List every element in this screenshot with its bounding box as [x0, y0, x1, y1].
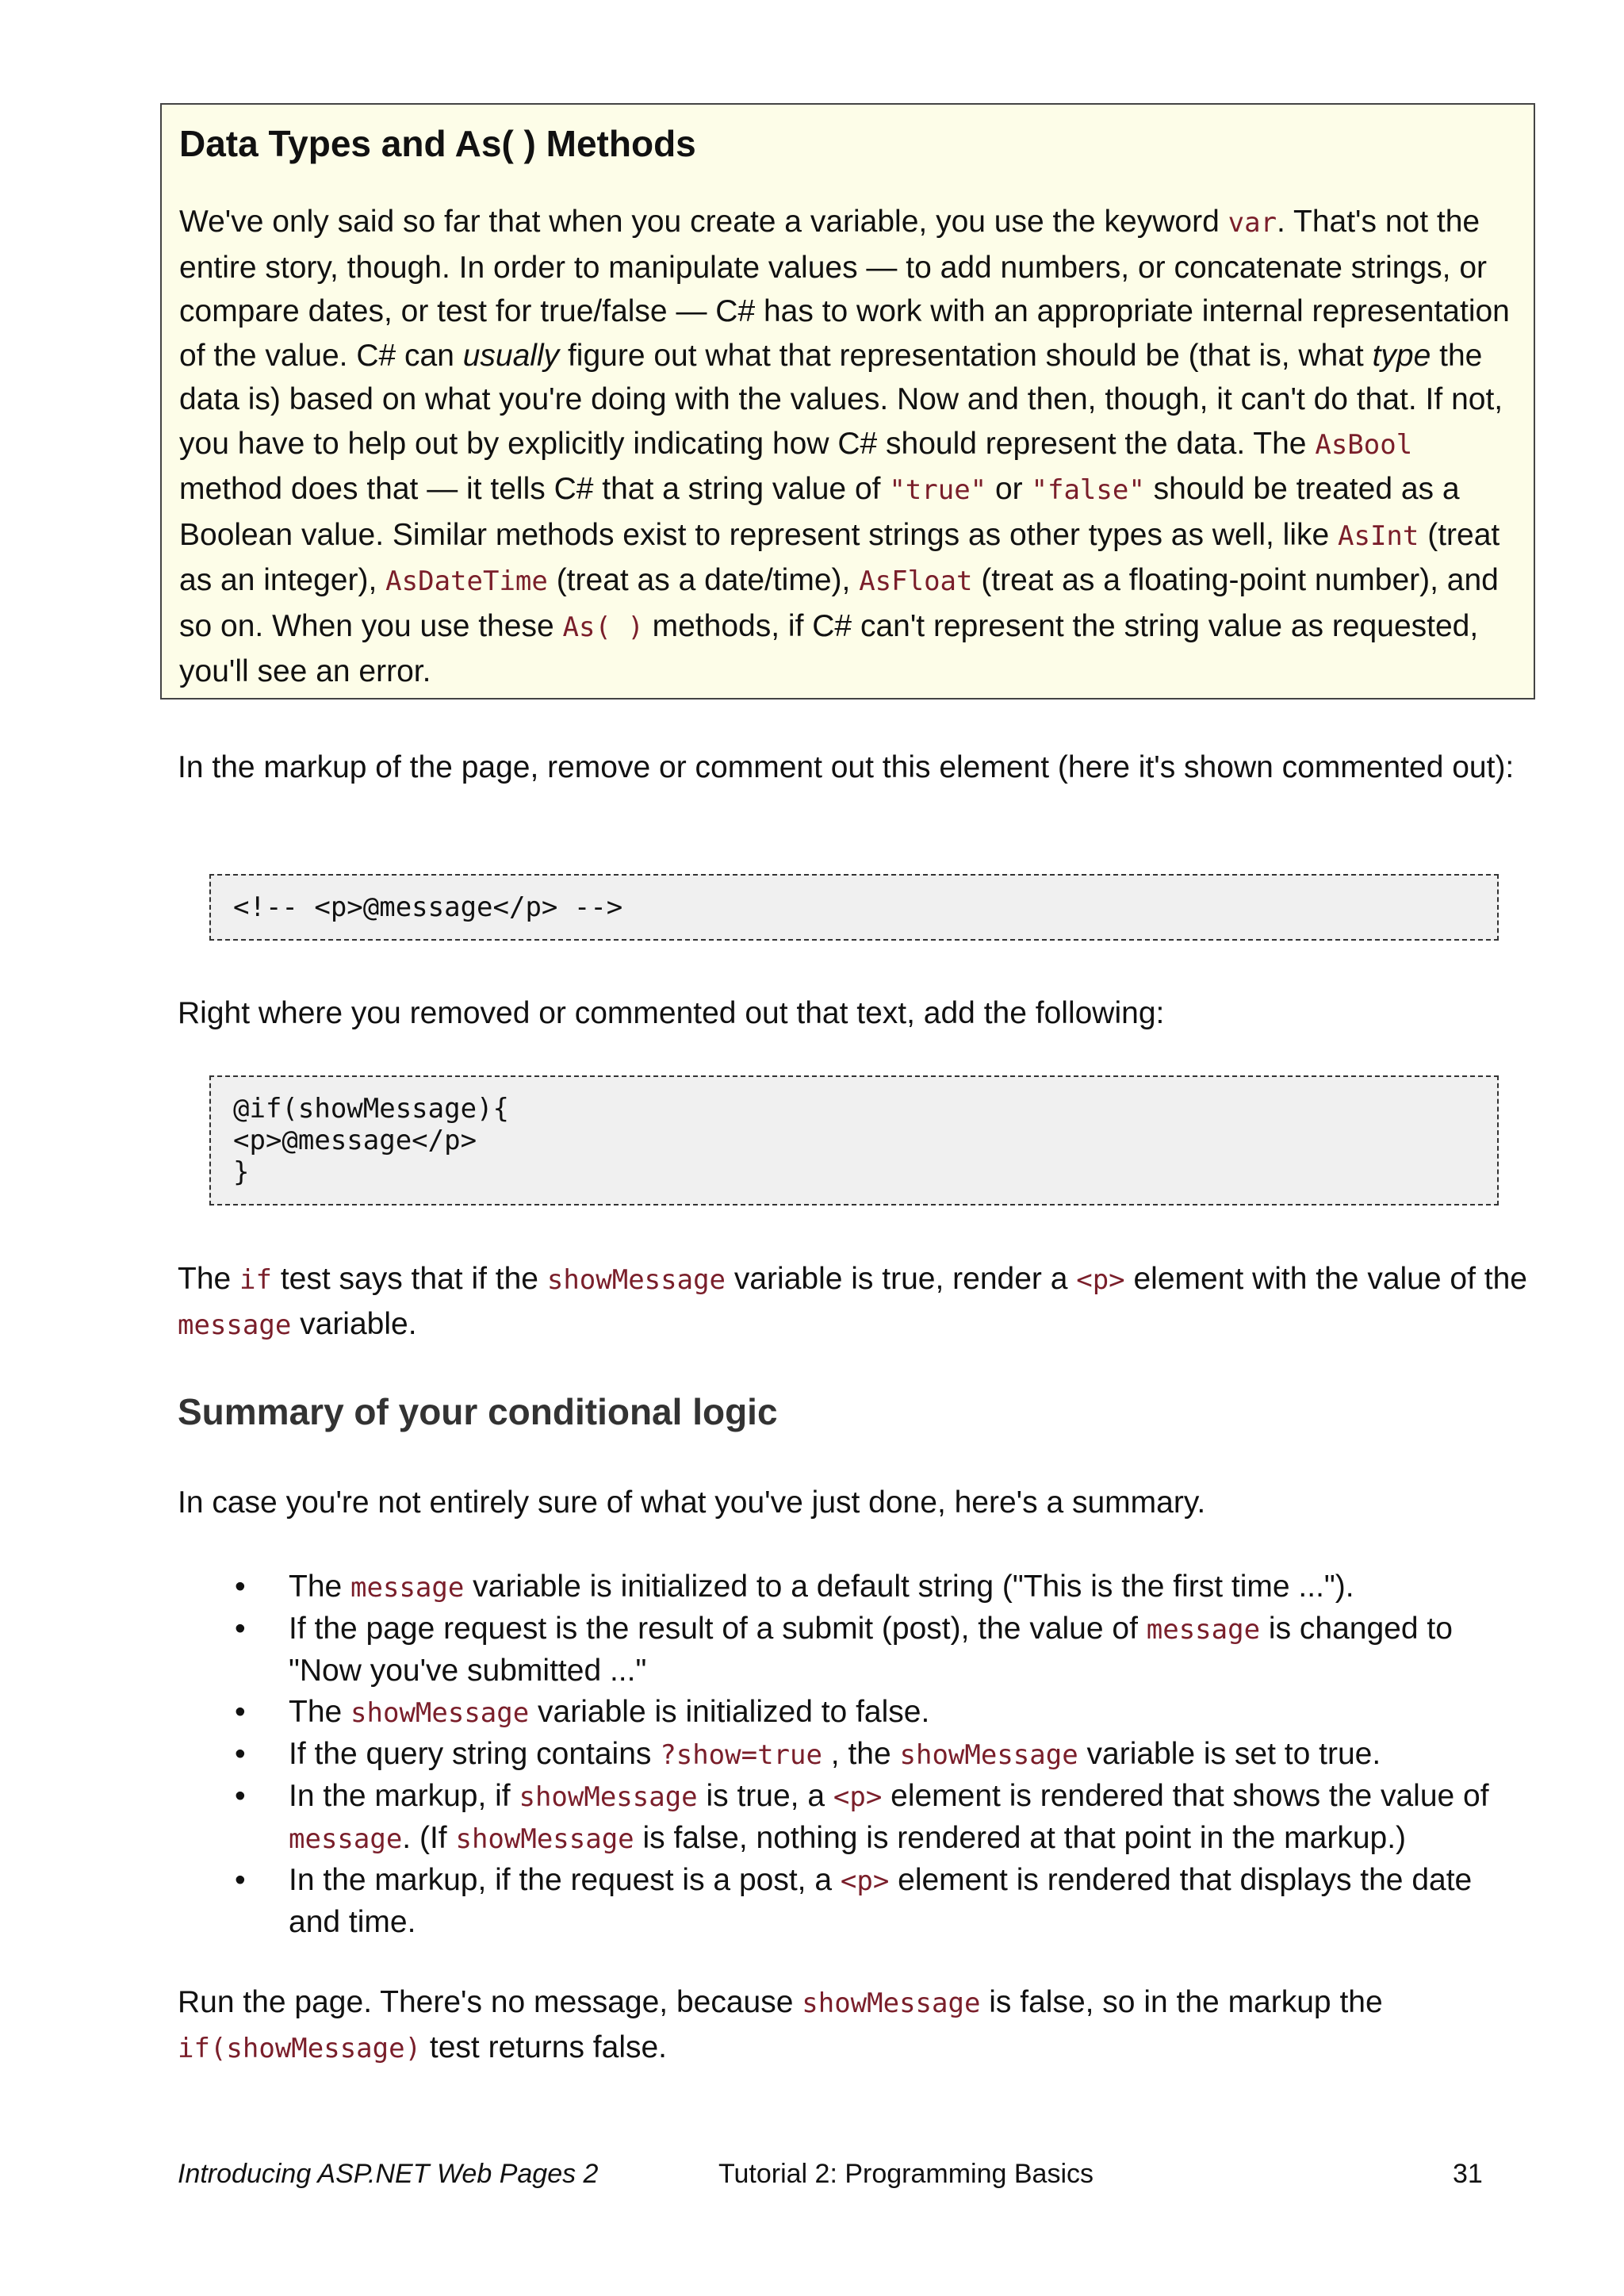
- sidebar-body: We've only said so far that when you create a variable, you use the keyword var. That's not the entire story, though. In order to manipulate values — to add numbers, or concatenate strings, or compare dates, or test for true/false — C# has to work with an appropriate internal representation of the value. C# can usually figure out what that representation should be (that is, what type the data is) based on what you're doing with the values. Now and then, though, it can't do that. If not, you have to help out by explicitly indicating how C# should represent the data. The AsBool method does that — it tells C# that a string value of "true" or "false" should be treated as a Boolean value. Similar methods exist to represent strings as other types as well, like AsInt (treat as an integer), AsDateTime (treat as a date/time), AsFloat (treat as a floating-point number), and so on. When you use these As( ) methods, if C# can't represent the string value as requested, you'll see an error.: [179, 205, 1510, 688]
- list-item: • The showMessage variable is initialized to false.: [235, 1695, 930, 1729]
- section-heading-summary: Summary of your conditional logic: [178, 1391, 778, 1432]
- code-block-if: [209, 1075, 1499, 1205]
- paragraph-summary-intro: In case you're not entirely sure of what you've just done, here's a summary.: [178, 1485, 1206, 1520]
- list-item: • The message variable is initialized to a default string ("This is the first time ...").: [235, 1570, 1354, 1604]
- paragraph-add-following: Right where you removed or commented out that text, add the following:: [178, 996, 1165, 1030]
- footer-book-title: Introducing ASP.NET Web Pages 2: [178, 2159, 599, 2189]
- sidebar-title: Data Types and As( ) Methods: [179, 123, 696, 164]
- footer-page-number: 31: [1453, 2159, 1483, 2189]
- list-item: • In the markup, if showMessage is true, a <p> element is rendered that shows the value of message. (If showMessage is false, nothing is rendered at that point in the markup.): [235, 1779, 1489, 1855]
- code-if-text: @if(showMessage){ <p>@message</p> }: [233, 1093, 509, 1188]
- summary-list: [178, 1566, 1526, 1943]
- paragraph-markup-instruction: In the markup of the page, remove or comment out this element (here it's shown commented out):: [178, 750, 1515, 784]
- paragraph-run-page: Run the page. There's no message, because showMessage is false, so in the markup the if(showMessage) test returns false.: [178, 1985, 1383, 2064]
- data-types-sidebar: [160, 103, 1535, 700]
- paragraph-if-explanation: The if test says that if the showMessage variable is true, render a <p> element with the value of the message variable.: [178, 1262, 1527, 1341]
- footer-chapter: Tutorial 2: Programming Basics: [718, 2159, 1094, 2189]
- list-item: • If the page request is the result of a submit (post), the value of message is changed to "Now you've submitted ...": [235, 1612, 1453, 1688]
- code-block-comment: [209, 874, 1499, 941]
- code-comment-text: <!-- <p>@message</p> -->: [233, 891, 623, 923]
- list-item: • If the query string contains ?show=true , the showMessage variable is set to true.: [235, 1737, 1381, 1771]
- list-item: • In the markup, if the request is a post, a <p> element is rendered that displays the date and time.: [235, 1863, 1473, 1939]
